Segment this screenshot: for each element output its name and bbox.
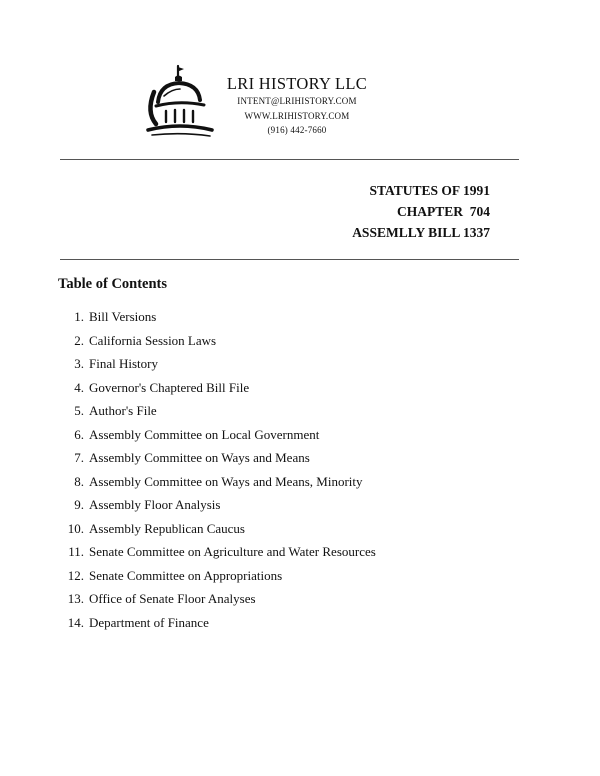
capitol-dome-icon xyxy=(142,62,216,140)
toc-heading: Table of Contents xyxy=(58,276,168,292)
toc-item-label: Assembly Committee on Ways and Means, Minority xyxy=(89,473,363,489)
toc-item-number: 7. xyxy=(74,450,84,465)
toc-item-label: California Session Laws xyxy=(89,332,217,348)
company-name: LRI HISTORY LLC xyxy=(226,74,368,93)
toc-item-label: Assembly Committee on Ways and Means xyxy=(89,450,310,465)
statute-bill: ASSEMLLY BILL 1337 xyxy=(352,225,490,240)
toc-item xyxy=(60,423,376,447)
toc-item-label: Office of Senate Floor Analyses xyxy=(89,591,256,606)
toc-item-number: 1. xyxy=(74,309,84,324)
toc-item-label: Assembly Republican Caucus xyxy=(89,520,245,536)
toc-item xyxy=(60,493,376,517)
toc-item xyxy=(60,564,376,588)
company-phone: (916) 442-7660 xyxy=(267,125,327,135)
toc-item-number: 4. xyxy=(74,379,84,395)
toc-item-number: 10. xyxy=(67,520,84,536)
toc-item xyxy=(60,470,376,494)
toc-item-label: Assembly Floor Analysis xyxy=(89,497,221,512)
toc-item-number: 8. xyxy=(74,473,84,489)
toc-item-number: 2. xyxy=(74,332,84,348)
toc-item xyxy=(60,376,376,400)
toc-item-number: 11. xyxy=(68,544,84,559)
toc-item-number: 14. xyxy=(67,614,84,630)
statute-divider xyxy=(60,259,519,260)
toc-item-label: Department of Finance xyxy=(89,614,209,630)
company-header xyxy=(222,74,372,138)
toc-item-number: 5. xyxy=(74,403,84,418)
toc-item xyxy=(60,587,376,611)
toc-list xyxy=(60,305,376,634)
toc-item xyxy=(60,540,376,564)
toc-item-number: 13. xyxy=(67,591,84,606)
toc-item xyxy=(60,446,376,470)
statute-block xyxy=(352,180,490,243)
toc-item xyxy=(60,399,376,423)
company-email: INTENT@LRIHISTORY.COM xyxy=(237,96,357,106)
toc-item-number: 3. xyxy=(74,356,84,371)
toc-item-label: Final History xyxy=(89,356,158,371)
toc-item xyxy=(60,517,376,541)
toc-item-label: Senate Committee on Agriculture and Water Resources xyxy=(89,544,376,559)
toc-item-number: 12. xyxy=(67,567,84,583)
toc-item xyxy=(60,305,376,329)
toc-item-label: Bill Versions xyxy=(89,309,157,324)
toc-item-label: Assembly Committee on Local Government xyxy=(89,426,320,442)
toc-item-label: Author's File xyxy=(89,403,157,418)
statute-year: STATUTES OF 1991 xyxy=(369,183,490,198)
toc-item xyxy=(60,329,376,353)
toc-item-number: 9. xyxy=(74,497,84,512)
toc-item xyxy=(60,352,376,376)
toc-item xyxy=(60,611,376,635)
toc-item-number: 6. xyxy=(74,426,84,442)
statute-chapter: CHAPTER 704 xyxy=(396,204,490,219)
toc-item-label: Senate Committee on Appropriations xyxy=(89,567,283,583)
company-website: WWW.LRIHISTORY.COM xyxy=(244,110,350,121)
header-divider xyxy=(60,159,519,160)
toc-item-label: Governor's Chaptered Bill File xyxy=(89,379,250,395)
